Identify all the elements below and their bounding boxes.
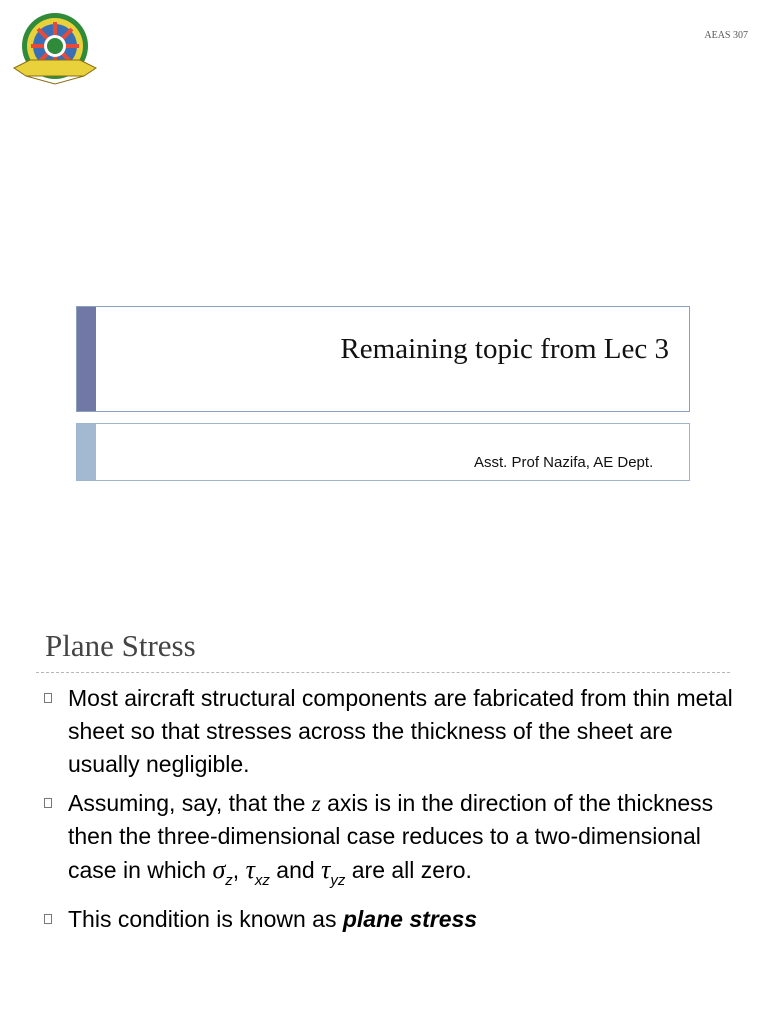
subtitle-accent-bar [77, 424, 96, 480]
bullet-text-part: Assuming, say, that the [68, 790, 312, 816]
bullet-marker-icon [44, 798, 52, 808]
emphasis-term: plane stress [342, 906, 478, 932]
tau-symbol: τ [245, 855, 255, 884]
sigma-symbol: σ [212, 855, 226, 884]
bullet-list [44, 682, 734, 942]
bullet-text-part: This condition is known as [68, 906, 343, 932]
conjunction-text: and [269, 857, 322, 883]
bullet-item [44, 682, 734, 781]
heading-divider [36, 672, 730, 673]
tau-subscript: xz [254, 872, 270, 889]
tau-symbol: τ [321, 855, 331, 884]
bullet-text-part: axis is in the direction of the thickness then the three-dimensional case reduces to a two-dimensional case in which [68, 790, 714, 883]
subtitle-box [76, 423, 690, 481]
sigma-subscript: z [225, 872, 233, 889]
comma-separator: , [232, 857, 246, 883]
title-box [76, 306, 690, 412]
author-name: Asst. Prof Nazifa, AE Dept. [474, 454, 654, 471]
bullet-text-part: are all zero. [345, 857, 472, 883]
bullet-text: Most aircraft structural components are fabricated from thin metal sheet so that stresses across the thickness of the sheet are usually negligible. [68, 685, 733, 777]
section-heading: Plane Stress [45, 628, 196, 663]
axis-symbol: z [311, 791, 321, 816]
bullet-item [44, 787, 734, 897]
bullet-marker-icon [44, 914, 52, 924]
bullet-marker-icon [44, 693, 52, 703]
title-accent-bar [77, 307, 96, 411]
course-code: AEAS 307 [704, 30, 748, 41]
tau-subscript: yz [330, 872, 346, 889]
university-logo [12, 10, 98, 90]
slide-title: Remaining topic from Lec 3 [340, 333, 669, 365]
bullet-item [44, 903, 734, 936]
